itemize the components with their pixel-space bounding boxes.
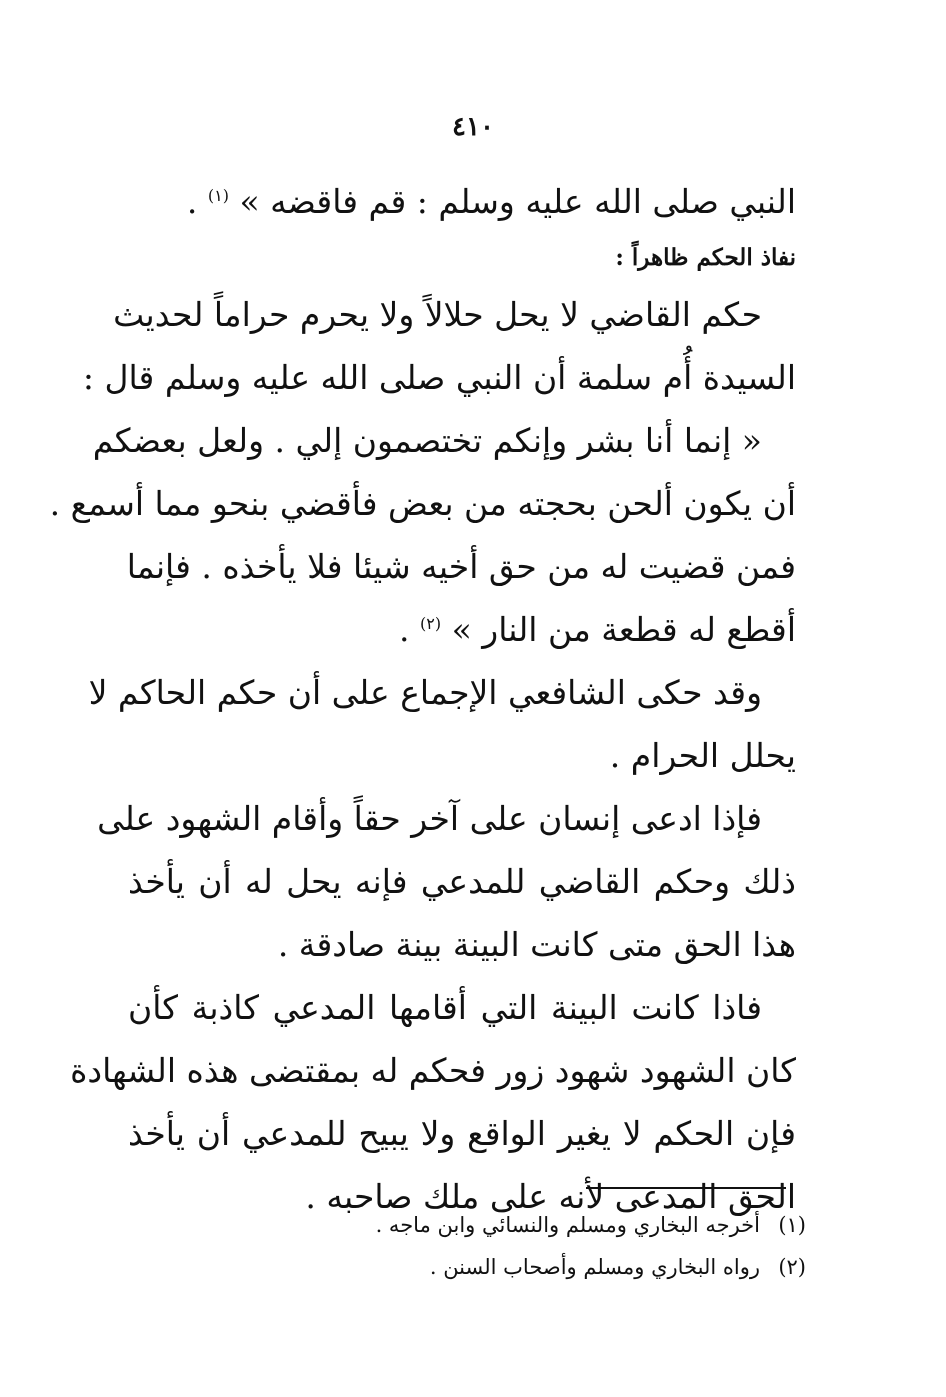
footnote-number: (٢)	[778, 1255, 806, 1279]
text-line: فإذا ادعى إنسان على آخر حقاً وأقام الشهود على	[97, 799, 762, 838]
text-line: فإن الحكم لا يغير الواقع ولا يبيح للمدعي أن يأخذ	[128, 1114, 796, 1153]
footnote-text: رواه البخاري ومسلم وأصحاب السنن .	[429, 1255, 760, 1279]
text-line: النبي صلى الله عليه وسلم : قم فاقضه » $^{(١)}$ .	[186, 182, 796, 221]
text-line: أن يكون ألحن بحجته من بعض فأقضي بنحو مما أسمع .	[49, 484, 796, 523]
text-line: هذا الحق متى كانت البينة بينة صادقة .	[277, 925, 796, 964]
footnote-ref: (٢)	[420, 614, 442, 633]
text-line: كان الشهود شهود زور فحكم له بمقتضى هذه الشهادة	[70, 1051, 796, 1090]
footnotes	[300, 1204, 806, 1288]
footnote-number: (١)	[778, 1213, 806, 1237]
footnote-ref: (١)	[207, 186, 229, 205]
text-line: فمن قضيت له من حق أخيه شيئا فلا يأخذه . فإنما	[126, 547, 796, 586]
footnote-divider	[586, 1187, 786, 1189]
text-line: يحلل الحرام .	[609, 736, 796, 775]
text-line: فاذا كانت البينة التي أقامها المدعي كاذبة كأن	[128, 988, 762, 1027]
page-number: ٤١٠	[452, 112, 494, 142]
text-line: السيدة أُم سلمة أن النبي صلى الله عليه وسلم قال :	[82, 358, 796, 397]
text-line: « إنما أنا بشر وإنكم تختصمون إلي . ولعل بعضكم	[92, 421, 762, 460]
text-line: حكم القاضي لا يحل حلالاً ولا يحرم حراماً لحديث	[113, 295, 762, 334]
body-text	[49, 170, 796, 1228]
text-line: أقطع له قطعة من النار » $^{(٢)}$ .	[399, 610, 796, 649]
text-line: وقد حكى الشافعي الإجماع على أن حكم الحاكم لا	[88, 673, 762, 712]
text-line: الحق المدعى لأنه على ملك صاحبه .	[305, 1177, 796, 1216]
footnote	[300, 1246, 806, 1288]
footnote-text: أخرجه البخاري ومسلم والنسائي وابن ماجه .	[375, 1213, 760, 1237]
text-line: ذلك وحكم القاضي للمدعي فإنه يحل له أن يأخذ	[128, 862, 796, 901]
section-heading: نفاذ الحكم ظاهراً :	[615, 244, 796, 271]
footnote	[300, 1204, 806, 1246]
